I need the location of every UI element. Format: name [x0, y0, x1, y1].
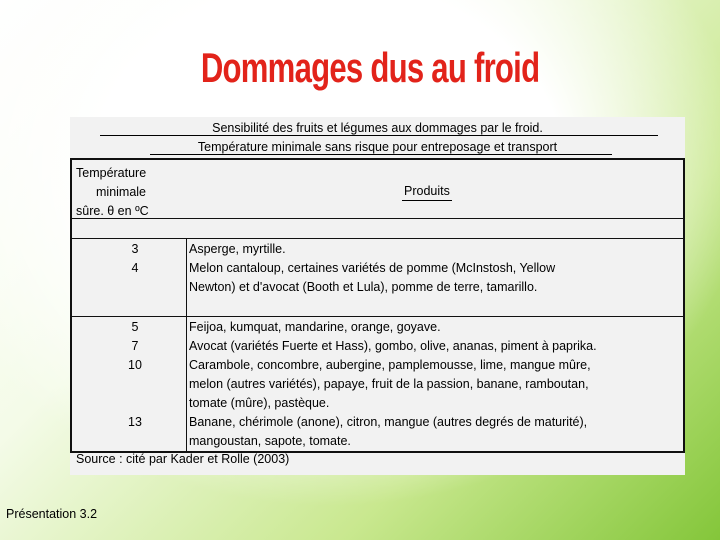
header-temp-line-3: sûre. θ en ºC — [76, 204, 149, 218]
header-temp-line-1: Température — [76, 166, 147, 180]
header-products: Produits — [402, 184, 452, 201]
temp-cell-group-2 — [72, 318, 186, 432]
products-cell-group-2 — [189, 318, 683, 451]
row-separator — [72, 316, 683, 317]
temp-value: 5 — [131, 320, 139, 334]
product-line: Carambole, concombre, aubergine, pamplemousse, lime, mangue mûre, — [189, 358, 591, 372]
header-separator-2 — [72, 238, 683, 239]
header-temp-line-2: minimale — [96, 185, 147, 199]
product-line: Newton) et d'avocat (Booth et Lula), pomme de terre, tamarillo. — [189, 280, 538, 294]
product-line: mangoustan, sapote, tomate. — [189, 434, 351, 448]
product-line: Asperge, myrtille. — [189, 242, 286, 256]
caption-underline-1 — [100, 135, 658, 136]
presentation-label: Présentation 3.2 — [6, 507, 98, 521]
product-line: tomate (mûre), pastèque. — [189, 396, 330, 410]
product-line: Feijoa, kumquat, mandarine, orange, goyave. — [189, 320, 441, 334]
temp-value: 4 — [131, 261, 139, 275]
caption-underline-2 — [150, 154, 612, 155]
slide-title: Dommages dus au froid — [200, 44, 540, 91]
temp-spacer — [72, 394, 186, 413]
temp-value: 3 — [131, 242, 139, 256]
product-line: melon (autres variétés), papaye, fruit de la passion, banane, ramboutan, — [189, 377, 589, 391]
temp-value: 10 — [128, 358, 142, 372]
product-line: Avocat (variétés Fuerte et Hass), gombo, olive, ananas, piment à paprika. — [189, 339, 597, 353]
chilling-table — [70, 158, 685, 453]
header-separator — [72, 218, 683, 219]
products-cell-group-1 — [189, 240, 683, 297]
product-line: Banane, chérimole (anone), citron, mangue (autres degrés de maturité), — [189, 415, 588, 429]
temp-cell-group-1 — [72, 240, 186, 278]
temp-spacer — [72, 375, 186, 394]
source-note: Source : cité par Kader et Rolle (2003) — [76, 452, 290, 466]
header-temperature — [76, 164, 186, 221]
product-line: Melon cantaloup, certaines variétés de pomme (McInstosh, Yellow — [189, 261, 556, 275]
temp-value: 13 — [128, 415, 142, 429]
caption-line-1: Sensibilité des fruits et légumes aux dommages par le froid. — [212, 121, 543, 135]
caption-line-2: Température minimale sans risque pour entreposage et transport — [197, 140, 558, 154]
temp-value: 7 — [131, 339, 139, 353]
